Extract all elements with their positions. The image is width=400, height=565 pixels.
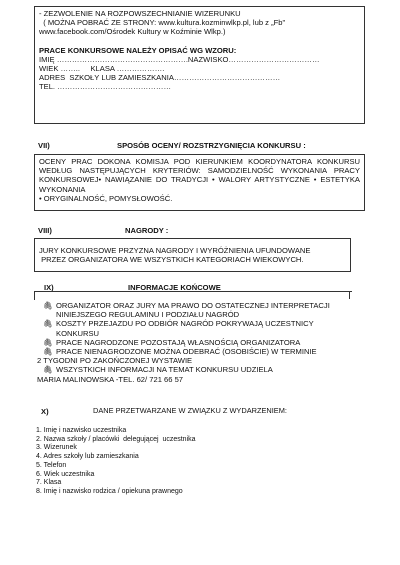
info-item-text: ORGANIZATOR ORAZ JURY MA PRAWO DO OSTATECZNEJ INTERPRETACJI NINIEJSZEGO REGULAMINU I PODZIAŁU NAGRÓD <box>56 301 330 320</box>
info-item-text: WSZYSTKICH INFORMACJI NA TEMAT KONKURSU UDZIELA <box>56 365 273 375</box>
section-9-content <box>34 301 358 384</box>
info-item <box>34 319 358 337</box>
phone-field-line: TEL. ……………………………………… <box>39 82 172 92</box>
section-9-frame-top <box>34 291 352 300</box>
criteria-text-end: • ORYGINALNOŚĆ, POMYSŁOWOŚĆ. <box>39 193 173 203</box>
paperclip-icon: 🖇 <box>43 347 53 357</box>
paperclip-icon: 🖇 <box>43 337 53 347</box>
top-line: ( MOŻNA POBRAĆ ZE STRONY: www.kultura.kozminwlkp.pl, lub z „Fb" <box>39 18 286 28</box>
paperclip-icon: 🖇 <box>43 301 53 310</box>
section-9-number: IX) <box>44 283 54 292</box>
info-item-text: PRACE NAGRODZONE POZOSTAJĄ WŁASNOŚCIĄ ORGANIZATORA <box>56 337 301 347</box>
criteria-text: OCENY PRAC DOKONA KOMISJA POD KIERUNKIEM KOORDYNATORA KONKURSU WEDŁUG NASTĘPUJĄCYCH KRYTERIÓW: SAMODZIELNOŚĆ WYKONANIA PRACY KONKURSOWEJ• NAWIĄZANIE DO TRADYCJI • WALORY ARTYSTYCZNE • ESTETYKA WYKONANIA <box>39 157 360 194</box>
contact-line: MARIA MALINOWSKA -TEL. 62/ 721 66 57 <box>37 374 184 384</box>
data-list-item: 4. Adres szkoły lub zamieszkania <box>36 453 139 461</box>
top-line: - ZEZWOLENIE NA ROZPOWSZECHNIANIE WIZERUNKU <box>39 9 241 18</box>
info-item <box>34 301 358 319</box>
prizes-line: PRZEZ ORGANIZATORA WE WSZYSTKICH KATEGORIACH WIEKOWYCH. <box>39 255 304 265</box>
section-8-number: VIII) <box>38 226 52 235</box>
data-list-item: 3. Wizerunek <box>36 444 77 452</box>
name-field-line: IMIĘ …………………………………………….NAZWISKO……………………………… <box>39 54 320 64</box>
section-9-right-marker <box>349 291 350 299</box>
data-list-item: 2. Nazwa szkoły / placówki delegującej uczestnika <box>36 435 196 443</box>
contest-entry-template-box <box>34 6 365 124</box>
data-list-item: 5. Telefon <box>36 461 67 469</box>
paperclip-icon: 🖇 <box>43 365 53 375</box>
data-list <box>36 427 196 497</box>
info-item <box>34 338 358 347</box>
age-class-field-line: WIEK …….. KLASA ………………. <box>39 64 165 74</box>
prizes-line: JURY KONKURSOWE PRZYZNA NAGRODY I WYRÓŻNIENIA UFUNDOWANE <box>39 246 311 255</box>
template-heading: PRACE KONKURSOWE NALEŻY OPISAĆ WG WZORU: <box>39 45 237 55</box>
info-item-text: PRACE NIENAGRODZONE MOŻNA ODEBRAĆ (OSOBIŚCIE) W TERMINIE <box>56 347 317 357</box>
section-7-heading: SPOSÓB OCENY/ ROZSTRZYGNIĘCIA KONKURSU : <box>117 141 306 150</box>
info-item-text: KOSZTY PRZEJAZDU PO ODBIÓR NAGRÓD POKRYWAJĄ UCZESTNICY KONKURSU <box>56 319 314 338</box>
section-7-number: VII) <box>38 141 50 150</box>
section-8-box <box>34 238 351 272</box>
data-list-item: 1. Imię i nazwisko uczestnika <box>36 427 127 434</box>
section-9-heading: INFORMACJE KOŃCOWE <box>128 283 221 292</box>
section-7-box <box>34 154 365 211</box>
section-8-heading: NAGRODY : <box>125 226 169 235</box>
address-field-line: ADRES SZKOŁY LUB ZAMIESZKANIA…………………………………… <box>39 73 281 83</box>
top-line <box>39 37 360 46</box>
info-item <box>34 365 358 374</box>
section-10-heading: DANE PRZETWARZANE W ZWIĄZKU Z WYDARZENIEM: <box>93 406 287 415</box>
data-list-item: 8. Imię i nazwisko rodzica / opiekuna prawnego <box>36 487 183 495</box>
section-10-number: X) <box>41 407 49 416</box>
paperclip-icon: 🖇 <box>43 319 53 329</box>
info-continuation: 2 TYGODNI PO ZAKOŃCZONEJ WYSTAWIE <box>37 356 193 366</box>
info-item <box>34 347 358 356</box>
top-line: www.facebook.com/Ośrodek Kultury w Koźminie Wlkp.) <box>39 27 226 37</box>
data-list-item: 7. Klasa <box>36 479 62 487</box>
data-list-item: 6. Wiek uczestnika <box>36 470 95 478</box>
